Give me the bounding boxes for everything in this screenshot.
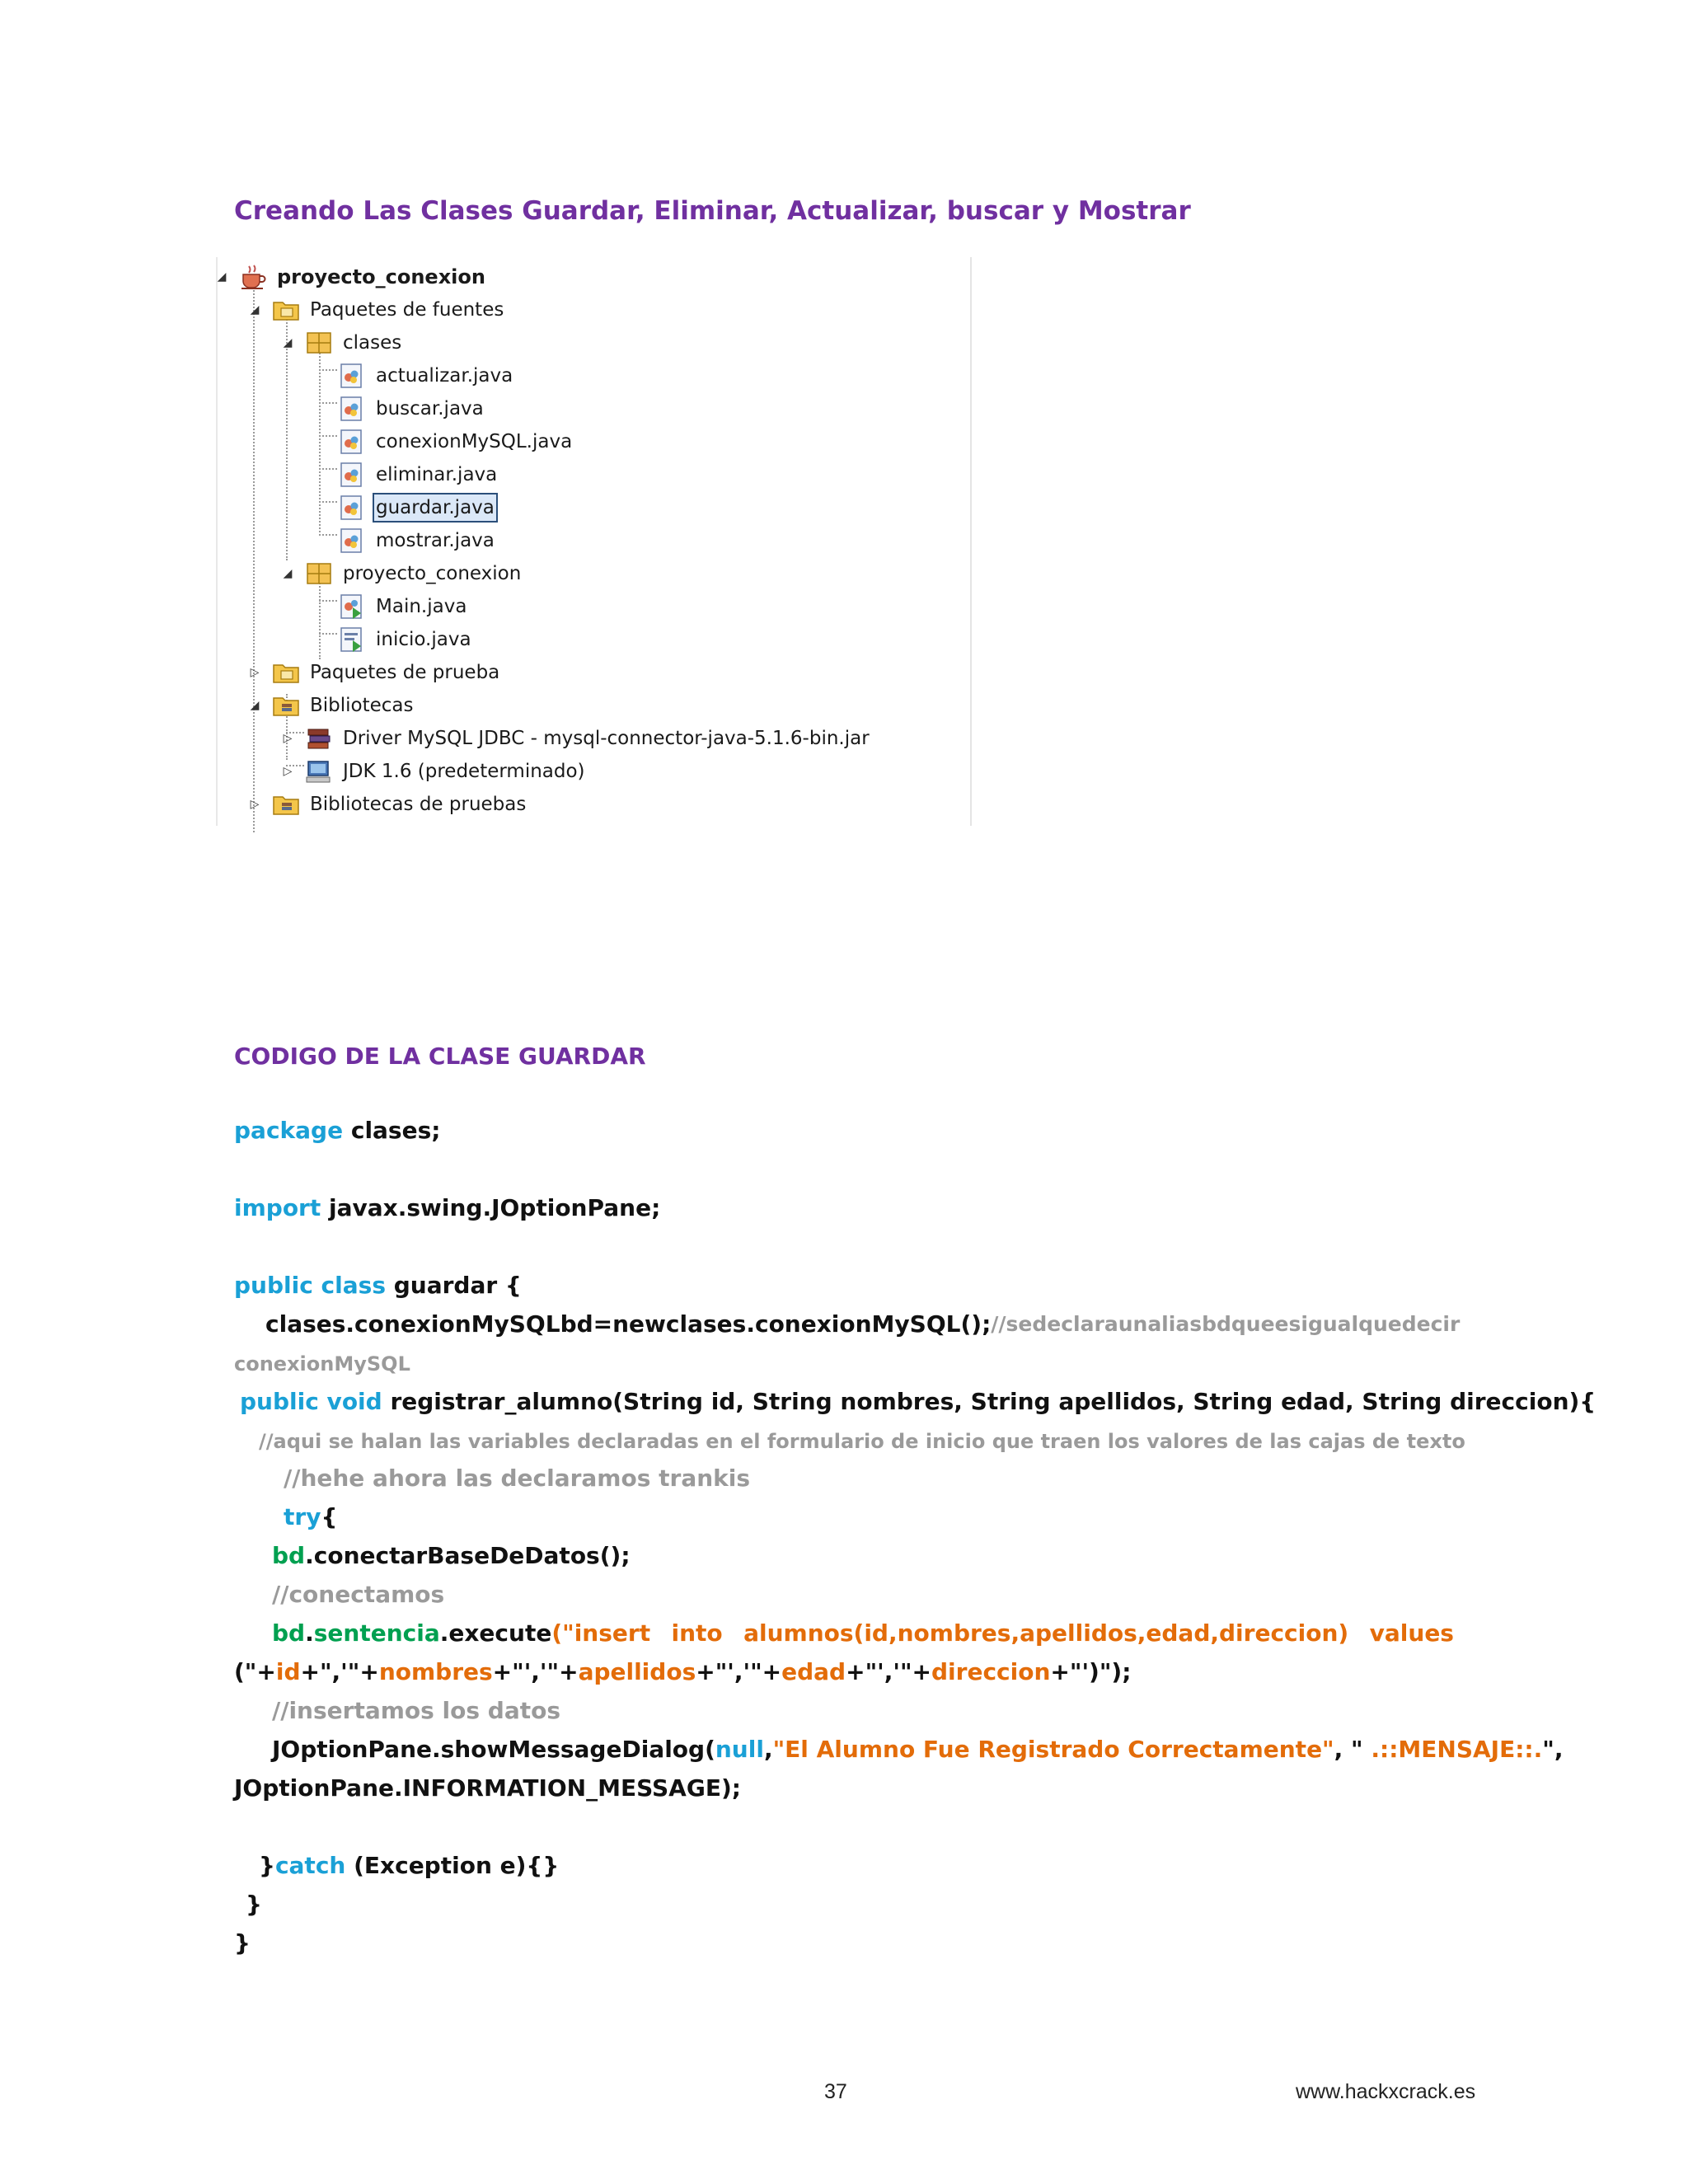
tree-right-border [970,257,972,826]
package-icon [305,329,333,357]
coffee-cup-project-icon [239,263,267,291]
tree-node-file[interactable] [338,361,514,391]
code-comment: //hehe ahora las declaramos trankis [284,1465,751,1492]
footer-website: www.hackxcrack.es [1296,2080,1476,2103]
library-folder-icon [272,790,300,818]
collapse-toggle-icon[interactable]: ▷ [283,732,293,745]
tree-label: Paquetes de prueba [310,662,500,683]
tree-node-project[interactable] [239,262,487,292]
tree-left-border [216,257,218,826]
form-file-icon [338,626,366,654]
tree-label: proyecto_conexion [343,563,522,584]
tree-label: clases [343,332,402,354]
tree-label: conexionMySQL.java [376,431,573,452]
expand-toggle-icon[interactable]: ◢ [283,336,293,349]
tree-label: inicio.java [376,629,471,650]
code-line: JOptionPane.INFORMATION_MESSAGE); [234,1774,741,1802]
java-main-file-icon [338,593,366,621]
code-line: public void registrar_alumno(String id, String nombres, String apellidos, String edad, String direccion){ [240,1388,1597,1415]
books-library-icon [305,724,333,752]
code-comment: //insertamos los datos [272,1697,561,1724]
java-file-icon [338,527,366,555]
tree-label: Paquetes de fuentes [310,299,504,321]
tree-node-file[interactable] [338,460,499,490]
expand-toggle-icon[interactable]: ◢ [217,270,227,284]
tree-node-package-proyecto[interactable] [305,559,523,588]
tree-label: mostrar.java [376,530,495,551]
tree-label: JDK 1.6 (predeterminado) [343,761,585,782]
package-icon [305,560,333,588]
code-line-justified: JOptionPane.showMessageDialog(null, "El Alumno Fue Registrado Correctamente" , " .::MENSAJE::.", [272,1736,1564,1763]
tree-node-test-packages[interactable] [272,658,501,687]
expand-toggle-icon[interactable]: ◢ [283,567,293,580]
java-file-icon [338,428,366,456]
expand-toggle-icon[interactable]: ◢ [250,303,260,316]
code-comment: //aqui se halan las variables declaradas en el formulario de inicio que traen los valores de las cajas de texto [259,1430,1465,1453]
code-line: ("+id+",'"+nombres+"','"+apellidos+"','"+edad+"','"+direccion+"')"); [234,1658,1132,1685]
tree-label: actualizar.java [376,365,513,387]
code-heading: CODIGO DE LA CLASE GUARDAR [234,1043,646,1070]
expand-toggle-icon[interactable]: ◢ [250,699,260,712]
tree-label: eliminar.java [376,464,498,485]
collapse-toggle-icon[interactable]: ▷ [283,765,293,778]
code-line: } [246,1891,262,1918]
java-file-icon [338,494,366,522]
tree-label: proyecto_conexion [277,265,485,288]
code-line: package clases; [234,1117,441,1144]
code-line: public class guardar { [234,1272,522,1299]
collapse-toggle-icon[interactable]: ▷ [250,666,260,679]
computer-jdk-icon [305,757,333,785]
code-line: try{ [284,1503,338,1530]
tree-label: Main.java [376,596,467,617]
tree-label: Bibliotecas [310,695,414,716]
code-line: bd.conectarBaseDeDatos(); [272,1542,631,1569]
code-line: import javax.swing.JOptionPane; [234,1194,661,1221]
section-title: Creando Las Clases Guardar, Eliminar, Actualizar, buscar y Mostrar [234,196,1191,226]
code-line-justified: bd.sentencia.execute("insert into alumnos(id,nombres,apellidos,edad,direccion) values [272,1619,1454,1647]
code-line: } [234,1929,251,1957]
java-file-icon [338,395,366,423]
package-folder-icon [272,296,300,324]
tree-label: Driver MySQL JDBC - mysql-connector-java-5.1.6-bin.jar [343,728,870,749]
tree-node-file[interactable] [338,394,485,424]
tree-node-libraries[interactable] [272,691,415,720]
tree-node-file-selected[interactable] [338,493,496,523]
tree-node-package-clases[interactable] [305,328,403,358]
tree-node-file[interactable] [338,427,574,457]
collapse-toggle-icon[interactable]: ▷ [250,798,260,811]
tree-label: buscar.java [376,398,484,419]
code-comment: //conectamos [272,1581,445,1608]
java-file-icon [338,461,366,489]
tree-node-library-jdk[interactable] [305,757,587,786]
page-number: 37 [824,2080,847,2103]
package-folder-icon [272,658,300,687]
tree-node-test-libraries[interactable] [272,790,528,819]
code-comment: conexionMySQL [234,1352,410,1376]
tree-label: guardar.java [374,494,496,521]
tree-node-file[interactable] [338,625,473,654]
code-line: }catch (Exception e){} [259,1852,560,1879]
tree-node-source-packages[interactable] [272,295,505,325]
tree-label: Bibliotecas de pruebas [310,794,527,815]
project-tree-screenshot [216,257,974,826]
java-file-icon [338,362,366,390]
library-folder-icon [272,691,300,719]
tree-node-file[interactable] [338,526,496,555]
tree-node-file[interactable] [338,592,468,621]
code-line-justified: clases.conexionMySQL bd = new clases.conexionMySQL(); //se declara un alias bd que es igual que decir [265,1310,1461,1338]
tree-node-library-driver[interactable] [305,724,871,753]
